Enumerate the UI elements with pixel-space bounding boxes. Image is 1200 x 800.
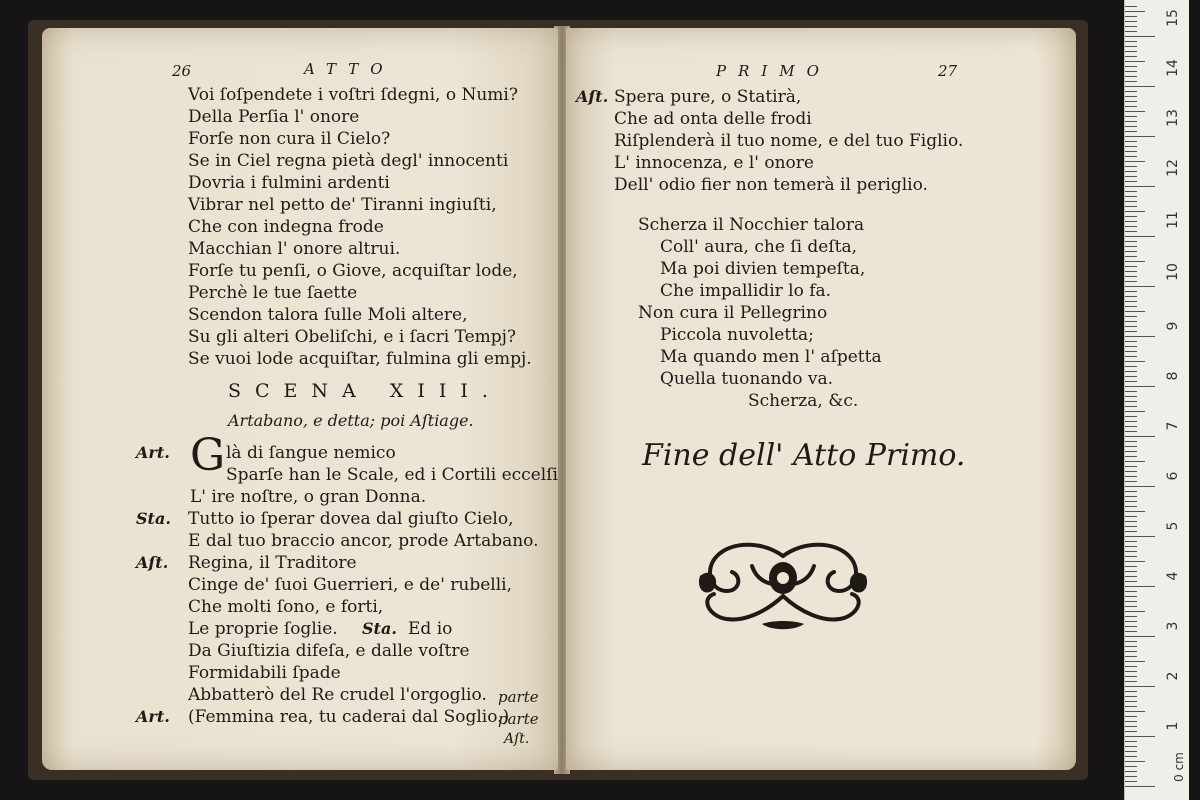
ruler-tick xyxy=(1125,356,1137,357)
verse-line: Scendon talora ſulle Moli altere, xyxy=(188,305,468,325)
ruler-tick xyxy=(1125,221,1137,222)
ruler-tick xyxy=(1125,186,1155,187)
verse-line: Dovria i fulmini ardenti xyxy=(188,173,390,193)
ruler-tick xyxy=(1125,411,1145,412)
ruler-tick xyxy=(1125,661,1145,662)
ruler-mark: 9 xyxy=(1165,321,1181,331)
ruler-tick xyxy=(1125,756,1137,757)
dialogue-line: Cinge de' ſuoi Guerrieri, e de' rubelli, xyxy=(188,575,513,595)
ruler-tick xyxy=(1125,486,1155,487)
ruler-tick xyxy=(1125,771,1137,772)
ruler-tick xyxy=(1125,261,1145,262)
ruler-mark: 2 xyxy=(1165,671,1181,681)
ruler-tick xyxy=(1125,311,1145,312)
ruler-tick xyxy=(1125,616,1137,617)
aria-line: Ma quando men l' aſpetta xyxy=(660,347,882,367)
ruler-tick xyxy=(1125,231,1137,232)
ruler-tick xyxy=(1125,61,1145,62)
ruler-tick xyxy=(1125,271,1137,272)
ruler-tick xyxy=(1125,566,1137,567)
verse-line: Macchian l' onore altrui. xyxy=(188,239,401,259)
ruler-mark: 10 xyxy=(1165,263,1181,281)
ruler-tick xyxy=(1125,106,1137,107)
ruler-tick xyxy=(1125,736,1155,737)
catchword: Aſt. xyxy=(504,731,530,747)
ruler-tick xyxy=(1125,691,1137,692)
recitative-line: Che ad onta delle frodi xyxy=(614,109,812,129)
ruler-tick xyxy=(1125,656,1137,657)
ruler-tick xyxy=(1125,521,1137,522)
end-of-act-title: Fine dell' Atto Primo. xyxy=(642,438,966,473)
aria-line: Coll' aura, che ſi deſta, xyxy=(660,237,858,257)
ruler-tick xyxy=(1125,171,1137,172)
right-page-number: 27 xyxy=(938,62,958,80)
scene-title: SCENA XIII. xyxy=(228,380,502,402)
speaker-label: Aſt. xyxy=(136,553,169,572)
dialogue-line: Le proprie ſoglie. xyxy=(188,619,338,639)
ruler-tick xyxy=(1125,126,1137,127)
ruler-tick xyxy=(1125,211,1145,212)
speaker-label: Art. xyxy=(136,707,170,726)
ruler-tick xyxy=(1125,636,1155,637)
right-running-head: PRIMO xyxy=(716,62,831,80)
measurement-ruler xyxy=(1124,0,1189,800)
ruler-tick xyxy=(1125,746,1137,747)
verse-line: Perchè le tue ſaette xyxy=(188,283,358,303)
ruler-tick xyxy=(1125,406,1137,407)
ruler-tick xyxy=(1125,36,1155,37)
ruler-tick xyxy=(1125,246,1137,247)
ruler-tick xyxy=(1125,511,1145,512)
aria-line: Quella tuonando va. xyxy=(660,369,834,389)
ruler-tick xyxy=(1125,436,1155,437)
ruler-tick xyxy=(1125,556,1137,557)
ruler-mark: 5 xyxy=(1165,521,1181,531)
dialogue-line: Abbatterò del Re crudel l'orgoglio. xyxy=(188,685,487,705)
ruler-tick xyxy=(1125,51,1137,52)
ruler-tick xyxy=(1125,326,1137,327)
ruler-tick xyxy=(1125,161,1145,162)
ruler-tick xyxy=(1125,286,1155,287)
ruler-tick xyxy=(1125,316,1137,317)
ruler-tick xyxy=(1125,551,1137,552)
ruler-tick xyxy=(1125,726,1137,727)
ruler-tick xyxy=(1125,166,1137,167)
ruler-tick xyxy=(1125,151,1137,152)
drop-capital: G xyxy=(190,430,226,481)
ruler-tick xyxy=(1125,301,1137,302)
ruler-tick xyxy=(1125,526,1137,527)
ruler-tick xyxy=(1125,461,1145,462)
ruler-tick xyxy=(1125,546,1137,547)
ruler-tick xyxy=(1125,491,1137,492)
open-book xyxy=(28,20,1088,780)
ruler-tick xyxy=(1125,401,1137,402)
ruler-tick xyxy=(1125,596,1137,597)
dialogue-line: Ed io xyxy=(408,619,453,639)
dialogue-line: Tutto io ſperar dovea dal giuſto Cielo, xyxy=(188,509,514,529)
ruler-tick xyxy=(1125,686,1155,687)
speaker-label: Sta. xyxy=(362,619,397,638)
ruler-tick xyxy=(1125,31,1137,32)
verse-line: Se vuoi lode acquiſtar, fulmina gli empj. xyxy=(188,349,532,369)
left-page xyxy=(42,28,558,770)
ruler-tick xyxy=(1125,41,1137,42)
ruler-tick xyxy=(1125,321,1137,322)
recitative-line: L' innocenza, e l' onore xyxy=(614,153,814,173)
ruler-tick xyxy=(1125,66,1137,67)
ruler-tick xyxy=(1125,431,1137,432)
ruler-mark: 4 xyxy=(1165,571,1181,581)
dialogue-line: Regina, il Traditore xyxy=(188,553,357,573)
ruler-tick xyxy=(1125,191,1137,192)
ruler-tick xyxy=(1125,181,1137,182)
ruler-tick xyxy=(1125,156,1137,157)
verse-line: Forſe tu penſi, o Giove, acquiſtar lode, xyxy=(188,261,518,281)
ruler-tick xyxy=(1125,146,1137,147)
stage-direction: parte xyxy=(498,688,539,706)
ruler-tick xyxy=(1125,761,1145,762)
ruler-tick xyxy=(1125,111,1145,112)
ruler-tick xyxy=(1125,71,1137,72)
ruler-tick xyxy=(1125,281,1137,282)
ruler-tick xyxy=(1125,626,1137,627)
ruler-tick xyxy=(1125,711,1145,712)
ruler-tick xyxy=(1125,676,1137,677)
ruler-tick xyxy=(1125,331,1137,332)
ruler-mark: 14 xyxy=(1165,59,1181,77)
ruler-tick xyxy=(1125,581,1137,582)
ruler-tick xyxy=(1125,476,1137,477)
speaker-label: Aſt. xyxy=(576,87,609,106)
ruler-tick xyxy=(1125,376,1137,377)
ruler-tick xyxy=(1125,381,1137,382)
ruler-mark: 15 xyxy=(1165,9,1181,27)
ruler-tick xyxy=(1125,46,1137,47)
verse-line: Su gli alteri Obeliſchi, e i ſacri Tempj? xyxy=(188,327,517,347)
ruler-tick xyxy=(1125,26,1137,27)
ruler-tick xyxy=(1125,481,1137,482)
ruler-tick xyxy=(1125,606,1137,607)
ruler-tick xyxy=(1125,76,1137,77)
ruler-tick xyxy=(1125,621,1137,622)
ruler-tick xyxy=(1125,121,1137,122)
aria-line: Scherza, &c. xyxy=(748,391,859,411)
ruler-tick xyxy=(1125,56,1137,57)
ruler-tick xyxy=(1125,346,1137,347)
dialogue-line: Che molti ſono, e forti, xyxy=(188,597,384,617)
ruler-tick xyxy=(1125,216,1137,217)
ruler-tick xyxy=(1125,681,1137,682)
ruler-tick xyxy=(1125,101,1137,102)
verse-line: Voi ſoſpendete i voſtri ſdegni, o Numi? xyxy=(188,85,518,105)
ruler-tick xyxy=(1125,416,1137,417)
stage-direction: parte xyxy=(498,710,539,728)
ruler-tick xyxy=(1125,456,1137,457)
ruler-mark: 12 xyxy=(1165,159,1181,177)
dialogue-line: (Femmina rea, tu caderai dal Soglio.) xyxy=(188,707,510,727)
ruler-mark: 7 xyxy=(1165,421,1181,431)
ruler-tick xyxy=(1125,266,1137,267)
ruler-tick xyxy=(1125,776,1137,777)
ruler-tick xyxy=(1125,641,1137,642)
ruler-tick xyxy=(1125,366,1137,367)
ruler-tick xyxy=(1125,6,1137,7)
dialogue-line: Sparſe han le Scale, ed i Cortili eccelſi xyxy=(226,465,558,485)
verse-line: Della Perſia l' onore xyxy=(188,107,360,127)
ruler-tick xyxy=(1125,496,1137,497)
ruler-tick xyxy=(1125,421,1137,422)
ruler-tick xyxy=(1125,781,1137,782)
ruler-tick xyxy=(1125,306,1137,307)
aria-line: Piccola nuvoletta; xyxy=(660,325,814,345)
acanthus-ornament-icon xyxy=(692,536,874,636)
ruler-tick xyxy=(1125,386,1155,387)
speaker-label: Art. xyxy=(136,443,170,462)
ruler-tick xyxy=(1125,466,1137,467)
verse-line: Che con indegna frode xyxy=(188,217,384,237)
ruler-tick xyxy=(1125,196,1137,197)
ruler-tick xyxy=(1125,256,1137,257)
ruler-tick xyxy=(1125,586,1155,587)
ruler-tick xyxy=(1125,96,1137,97)
ruler-tick xyxy=(1125,91,1137,92)
ruler-tick xyxy=(1125,786,1155,787)
ruler-tick xyxy=(1125,426,1137,427)
ruler-tick xyxy=(1125,561,1145,562)
ruler-tick xyxy=(1125,131,1137,132)
ruler-tick xyxy=(1125,141,1137,142)
ruler-tick xyxy=(1125,506,1137,507)
ruler-tick xyxy=(1125,696,1137,697)
ruler-tick xyxy=(1125,741,1137,742)
aria-line: Scherza il Nocchier talora xyxy=(638,215,865,235)
ruler-tick xyxy=(1125,631,1137,632)
dialogue-line: L' ire noſtre, o gran Donna. xyxy=(190,487,427,507)
left-page-number: 26 xyxy=(172,62,192,80)
ruler-tick xyxy=(1125,751,1137,752)
ruler-tick xyxy=(1125,471,1137,472)
ruler-unit-label: 0 cm xyxy=(1172,752,1186,782)
ruler-tick xyxy=(1125,86,1155,87)
ruler-tick xyxy=(1125,611,1145,612)
ruler-tick xyxy=(1125,766,1137,767)
right-page xyxy=(566,28,1076,770)
ruler-tick xyxy=(1125,21,1137,22)
ruler-tick xyxy=(1125,706,1137,707)
ruler-tick xyxy=(1125,16,1137,17)
ruler-tick xyxy=(1125,601,1137,602)
verse-line: Forſe non cura il Cielo? xyxy=(188,129,391,149)
ruler-mark: 11 xyxy=(1165,211,1181,229)
ruler-tick xyxy=(1125,251,1137,252)
ruler-tick xyxy=(1125,396,1137,397)
ruler-tick xyxy=(1125,201,1137,202)
recitative-line: Spera pure, o Statirà, xyxy=(614,87,802,107)
ruler-tick xyxy=(1125,716,1137,717)
ruler-tick xyxy=(1125,516,1137,517)
ruler-tick xyxy=(1125,136,1155,137)
ruler-tick xyxy=(1125,371,1137,372)
scene-characters: Artabano, e detta; poi Aſtiage. xyxy=(228,411,474,430)
ruler-mark: 1 xyxy=(1165,721,1181,731)
ruler-tick xyxy=(1125,731,1137,732)
recitative-line: Dell' odio fier non temerà il periglio. xyxy=(614,175,928,195)
ruler-tick xyxy=(1125,336,1155,337)
speaker-label: Sta. xyxy=(136,509,171,528)
ruler-mark: 3 xyxy=(1165,621,1181,631)
ruler-tick xyxy=(1125,226,1137,227)
ruler-tick xyxy=(1125,351,1137,352)
ruler-tick xyxy=(1125,501,1137,502)
ruler-tick xyxy=(1125,236,1155,237)
ruler-tick xyxy=(1125,296,1137,297)
ruler-tick xyxy=(1125,176,1137,177)
ruler-mark: 8 xyxy=(1165,371,1181,381)
ruler-tick xyxy=(1125,701,1137,702)
ruler-tick xyxy=(1125,441,1137,442)
dialogue-line: là di ſangue nemico xyxy=(226,443,396,463)
ruler-tick xyxy=(1125,341,1137,342)
ruler-tick xyxy=(1125,721,1137,722)
left-running-head: ATTO xyxy=(304,60,395,78)
ruler-tick xyxy=(1125,361,1145,362)
dialogue-line: E dal tuo braccio ancor, prode Artabano. xyxy=(188,531,539,551)
ruler-tick xyxy=(1125,571,1137,572)
ruler-tick xyxy=(1125,451,1137,452)
ruler-tick xyxy=(1125,116,1137,117)
ruler-tick xyxy=(1125,671,1137,672)
ruler-tick xyxy=(1125,81,1137,82)
ruler-tick xyxy=(1125,391,1137,392)
ruler-tick xyxy=(1125,541,1137,542)
ruler-tick xyxy=(1125,241,1137,242)
verse-line: Se in Ciel regna pietà degl' innocenti xyxy=(188,151,509,171)
ruler-tick xyxy=(1125,536,1155,537)
recitative-line: Riſplenderà il tuo nome, e del tuo Figlio. xyxy=(614,131,964,151)
ruler-tick xyxy=(1125,276,1137,277)
aria-line: Che impallidir lo fa. xyxy=(660,281,832,301)
ruler-tick xyxy=(1125,651,1137,652)
ruler-tick xyxy=(1125,646,1137,647)
aria-line: Non cura il Pellegrino xyxy=(638,303,828,323)
dialogue-line: Da Giuſtizia difeſa, e dalle voſtre xyxy=(188,641,470,661)
ruler-tick xyxy=(1125,576,1137,577)
aria-line: Ma poi divien tempeſta, xyxy=(660,259,866,279)
verse-line: Vibrar nel petto de' Tiranni ingiuſti, xyxy=(188,195,497,215)
ruler-tick xyxy=(1125,291,1137,292)
ruler-mark: 6 xyxy=(1165,471,1181,481)
ruler-tick xyxy=(1125,446,1137,447)
ruler-tick xyxy=(1125,11,1145,12)
ruler-tick xyxy=(1125,206,1137,207)
dialogue-line: Formidabili ſpade xyxy=(188,663,341,683)
ruler-tick xyxy=(1125,591,1137,592)
ruler-tick xyxy=(1125,531,1137,532)
ruler-mark: 13 xyxy=(1165,109,1181,127)
ruler-tick xyxy=(1125,666,1137,667)
